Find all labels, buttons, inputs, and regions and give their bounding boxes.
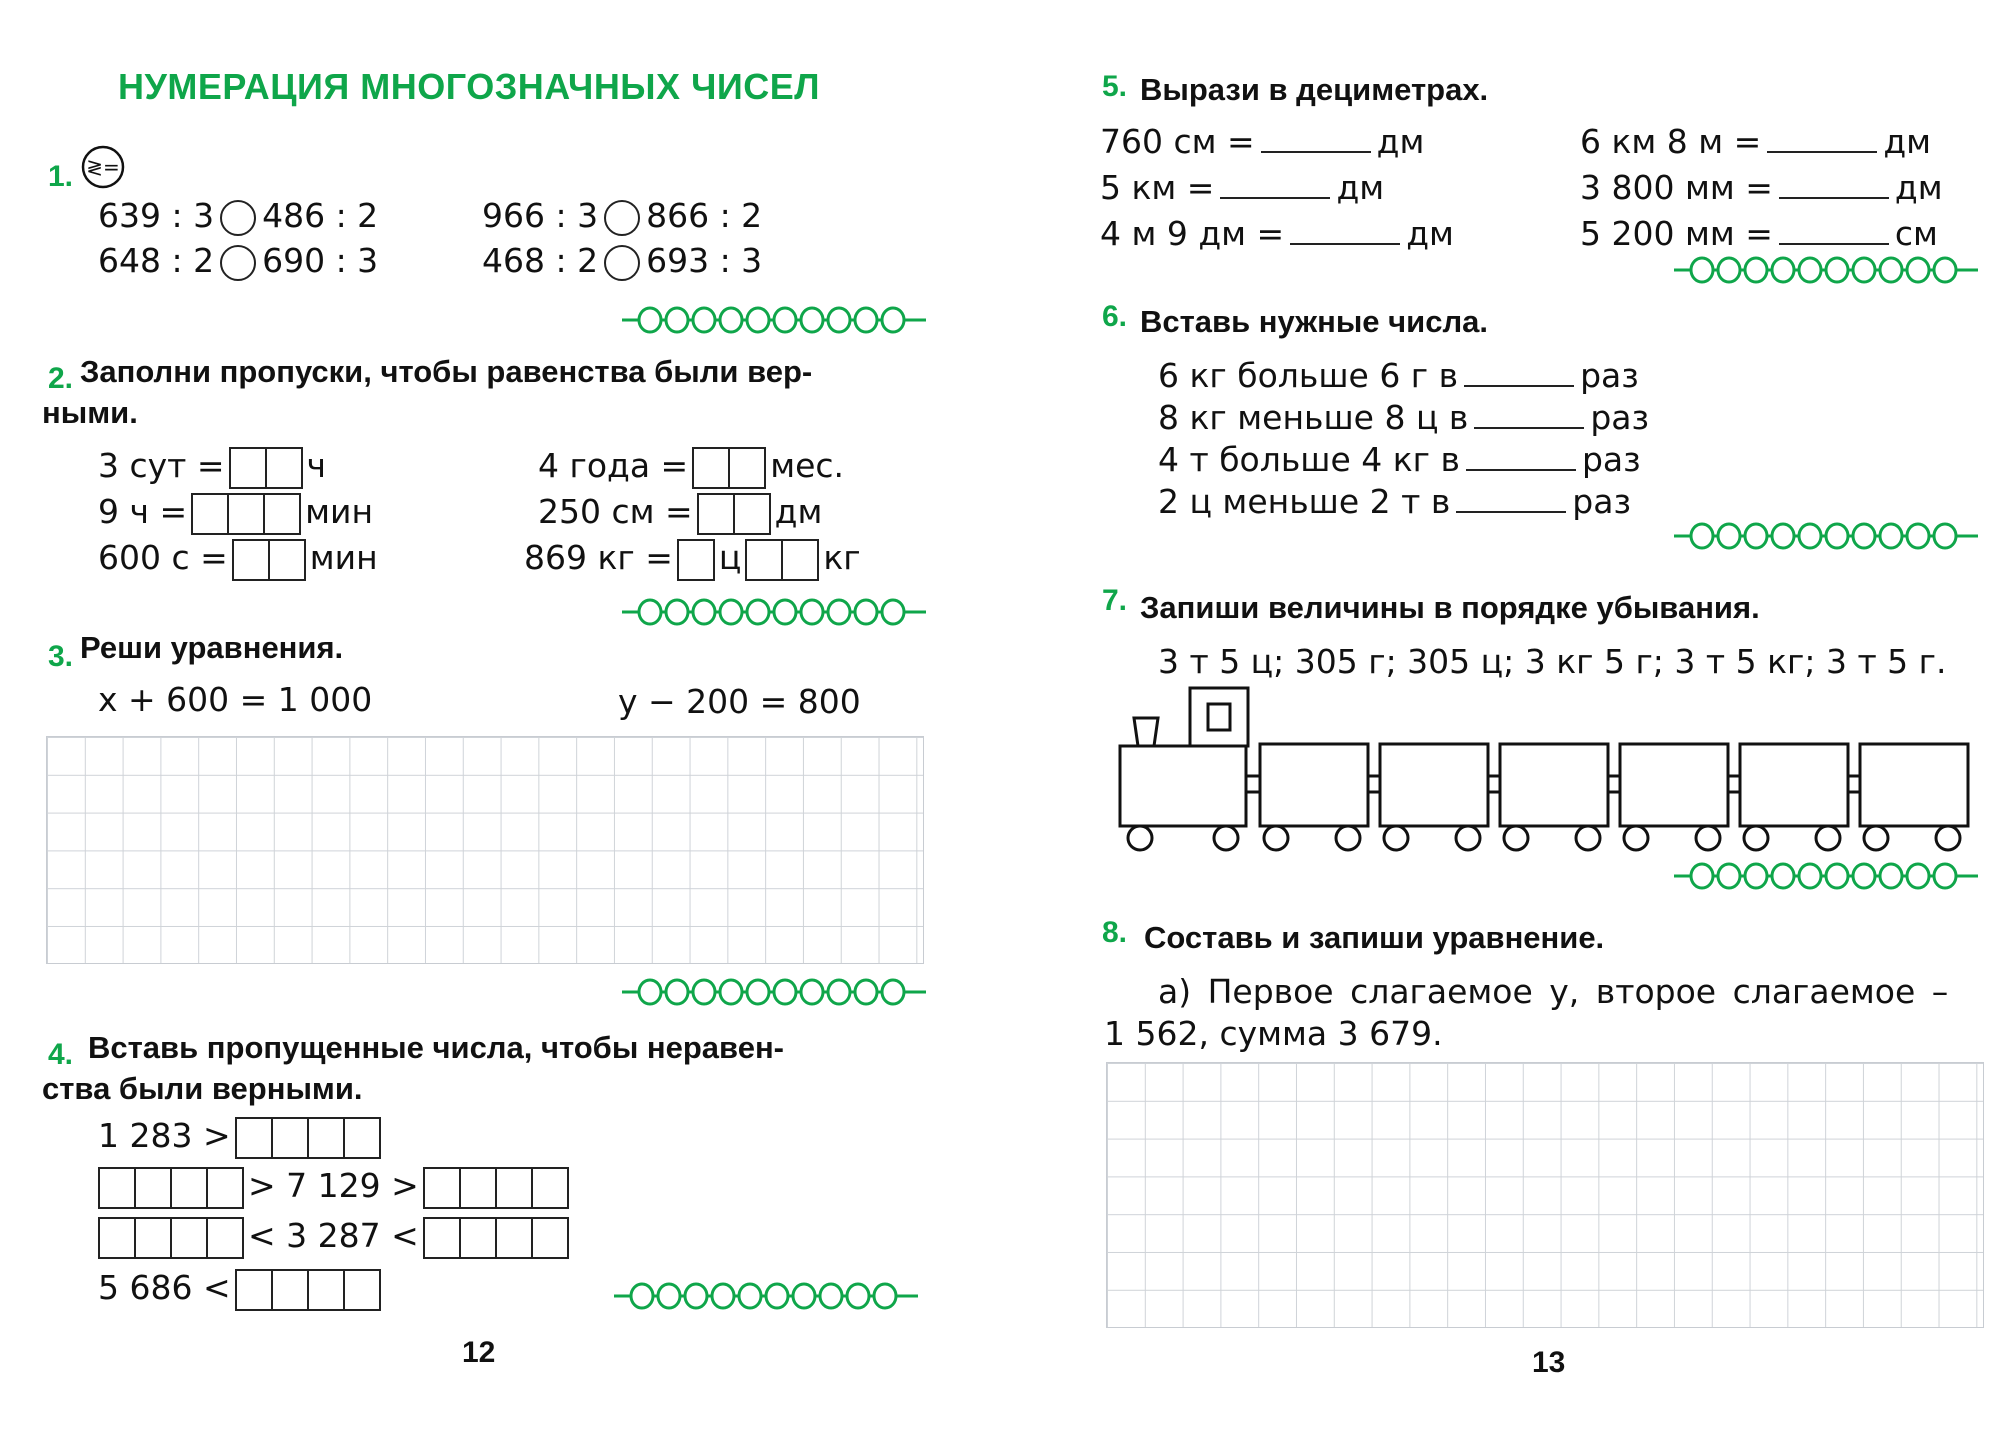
task4-title-2: ства были верными. (42, 1071, 363, 1106)
unit: мес. (770, 446, 845, 485)
task4-row3 (94, 1216, 573, 1259)
answer-cells[interactable] (423, 1217, 569, 1259)
task5-left-row3 (1100, 214, 1454, 253)
chain-link (882, 308, 904, 332)
unit: ц (718, 538, 742, 577)
answer-grid[interactable] (1106, 1062, 1984, 1328)
progress-chain-icon (1672, 860, 1982, 892)
answer-cells[interactable] (677, 539, 715, 581)
expr: 693 : 3 (646, 241, 763, 280)
chain-link (855, 980, 877, 1004)
chain-link (1799, 258, 1821, 282)
answer-cells[interactable] (235, 1117, 381, 1159)
text: 5 км = (1100, 168, 1215, 207)
compare-symbol-icon (80, 144, 126, 194)
chain-link (693, 308, 715, 332)
task2-row2-right (538, 492, 822, 535)
answer-blank[interactable] (1779, 171, 1889, 199)
task4-row1 (98, 1116, 385, 1159)
chain-link (1772, 258, 1794, 282)
chain-link (685, 1284, 707, 1308)
task5-title: Вырази в дециметрах. (1140, 72, 1489, 107)
chain-link (739, 1284, 761, 1308)
answer-cells[interactable] (692, 447, 766, 489)
task1-row2-left (98, 241, 378, 281)
chain-link (874, 1284, 896, 1308)
expr: 648 : 2 (98, 241, 215, 280)
chain-link (766, 1284, 788, 1308)
task1-row2-right (482, 241, 762, 281)
chain-link (1691, 864, 1713, 888)
chain-link (1934, 524, 1956, 548)
task6-row1 (1158, 356, 1639, 395)
chain-link (1826, 524, 1848, 548)
progress-chain-icon (1672, 254, 1982, 286)
task1-number: 1. (48, 160, 74, 193)
unit: мин (309, 538, 378, 577)
chain-link (747, 980, 769, 1004)
chain-link (639, 308, 661, 332)
task2-row2-left (98, 492, 373, 535)
task5-number: 5. (1102, 70, 1128, 103)
chain-link (1907, 524, 1929, 548)
chain-link (828, 600, 850, 624)
chain-link (1772, 524, 1794, 548)
chain-link (666, 980, 688, 1004)
answer-cells[interactable] (235, 1269, 381, 1311)
progress-chain-icon (620, 596, 930, 628)
compare-circle[interactable] (604, 200, 640, 236)
chain-link (828, 980, 850, 1004)
chain-link (720, 308, 742, 332)
chain-link (1718, 258, 1740, 282)
chain-link (631, 1284, 653, 1308)
chain-link (1880, 524, 1902, 548)
answer-blank[interactable] (1456, 485, 1566, 513)
text: 9 ч = (98, 492, 188, 531)
task2-row3-right (524, 538, 861, 581)
task5-right-row3 (1580, 214, 1938, 253)
text: 4 м 9 дм = (1100, 214, 1285, 253)
chain-link (1745, 524, 1767, 548)
chain-link (774, 980, 796, 1004)
answer-blank[interactable] (1466, 443, 1576, 471)
chain-link (720, 980, 742, 1004)
task8-line1: а) Первое слагаемое y, второе слагаемое – (1158, 972, 1949, 1011)
chain-link (658, 1284, 680, 1308)
unit: дм (1894, 168, 1943, 207)
answer-blank[interactable] (1474, 401, 1584, 429)
text: 5 686 < (98, 1268, 231, 1307)
task2-title-2: ными. (42, 395, 138, 430)
text: 760 см = (1100, 122, 1255, 161)
answer-blank[interactable] (1261, 125, 1371, 153)
expr: 468 : 2 (482, 241, 599, 280)
text: 3 сут = (98, 446, 225, 485)
text: 3 800 мм = (1580, 168, 1773, 207)
text: 1 283 > (98, 1116, 231, 1155)
unit: мин (305, 492, 374, 531)
unit: дм (1406, 214, 1454, 253)
chain-link (820, 1284, 842, 1308)
unit: дм (1336, 168, 1385, 207)
text: 4 т больше 4 кг в (1158, 440, 1460, 479)
text: раз (1590, 398, 1650, 437)
text: раз (1581, 440, 1641, 479)
text: раз (1572, 482, 1632, 521)
expr: 866 : 2 (646, 196, 763, 235)
task6-row4 (1158, 482, 1631, 521)
compare-circle[interactable] (220, 245, 256, 281)
text: > 7 129 > (248, 1166, 419, 1205)
text: 5 200 мм = (1580, 214, 1773, 253)
task8-title: Составь и запиши уравнение. (1144, 920, 1605, 955)
text: < 3 287 < (248, 1216, 419, 1255)
answer-cells[interactable] (98, 1217, 244, 1259)
chain-link (1718, 524, 1740, 548)
task5-right-row1 (1580, 122, 1931, 161)
task3-number: 3. (48, 640, 74, 673)
answer-cells[interactable] (229, 447, 303, 489)
task2-row1-left (98, 446, 326, 489)
chain-link (801, 980, 823, 1004)
equation-1: x + 600 = 1 000 (98, 680, 373, 719)
chain-link (639, 980, 661, 1004)
chain-link (747, 600, 769, 624)
chain-link (1745, 258, 1767, 282)
chain-link (801, 600, 823, 624)
task5-left-row2 (1100, 168, 1384, 207)
task4-number: 4. (48, 1038, 74, 1071)
text: 6 км 8 м = (1580, 122, 1762, 161)
text: 2 ц меньше 2 т в (1158, 482, 1451, 521)
equation-2: y − 200 = 800 (618, 682, 861, 721)
text: раз (1580, 356, 1639, 395)
text: 6 кг больше 6 г в (1158, 356, 1459, 395)
chain-link (1907, 258, 1929, 282)
chain-link (1853, 258, 1875, 282)
unit: ч (306, 446, 327, 485)
task4-title-1: Вставь пропущенные числа, чтобы неравен- (88, 1030, 784, 1065)
chain-link (666, 308, 688, 332)
answer-blank[interactable] (1767, 125, 1877, 153)
task1-row1-left (98, 196, 378, 236)
task2-row3-left (98, 538, 378, 581)
task3-title: Реши уравнения. (80, 630, 344, 665)
text: 4 года = (538, 446, 689, 485)
answer-cells[interactable] (423, 1167, 569, 1209)
task5-right-row2 (1580, 168, 1943, 207)
compare-circle[interactable] (220, 200, 256, 236)
text: 250 см = (538, 492, 693, 531)
chain-link (1853, 524, 1875, 548)
chain-link (1718, 864, 1740, 888)
answer-cells[interactable] (745, 539, 819, 581)
answer-cells[interactable] (697, 493, 771, 535)
answer-cells[interactable] (191, 493, 301, 535)
chain-link (882, 980, 904, 1004)
text: 869 кг = (524, 538, 673, 577)
chain-link (1691, 258, 1713, 282)
unit: дм (774, 492, 823, 531)
task2-row1-right (538, 446, 844, 489)
chain-link (1826, 258, 1848, 282)
page-number-left: 12 (462, 1336, 496, 1369)
chain-link (693, 600, 715, 624)
chain-link (774, 600, 796, 624)
task7-values: 3 т 5 ц; 305 г; 305 ц; 3 кг 5 г; 3 т 5 кг; 3 т 5 г. (1158, 642, 1947, 681)
chain-link (1934, 258, 1956, 282)
task2-number: 2. (48, 362, 74, 395)
progress-chain-icon (620, 976, 930, 1008)
progress-chain-icon (612, 1280, 922, 1312)
chain-link (882, 600, 904, 624)
task2-title-1: Заполни пропуски, чтобы равенства были вер- (80, 354, 813, 389)
answer-blank[interactable] (1779, 217, 1889, 245)
task7-title: Запиши величины в порядке убывания. (1140, 590, 1760, 625)
chain-link (747, 308, 769, 332)
task4-row4 (98, 1268, 385, 1311)
answer-cells[interactable] (232, 539, 306, 581)
progress-chain-icon (1672, 520, 1982, 552)
text: 8 кг меньше 8 ц в (1158, 398, 1469, 437)
compare-symbol-text: ≷= (86, 155, 120, 179)
task6-title: Вставь нужные числа. (1140, 304, 1488, 339)
chain-link (855, 308, 877, 332)
answer-cells[interactable] (98, 1167, 244, 1209)
chain-link (1799, 864, 1821, 888)
chain-link (693, 980, 715, 1004)
task6-row3 (1158, 440, 1641, 479)
chain-link (1880, 258, 1902, 282)
task6-row2 (1158, 398, 1649, 437)
chain-link (1934, 864, 1956, 888)
page-number-right: 13 (1532, 1346, 1566, 1379)
expr: 639 : 3 (98, 196, 215, 235)
task8-number: 8. (1102, 916, 1128, 949)
unit: дм (1376, 122, 1425, 161)
chain-link (1907, 864, 1929, 888)
train-illustration (1100, 682, 1980, 860)
chain-link (720, 600, 742, 624)
text: 600 с = (98, 538, 228, 577)
chain-link (1772, 864, 1794, 888)
unit: см (1894, 214, 1938, 253)
progress-chain-icon (620, 304, 930, 336)
chain-link (1691, 524, 1713, 548)
chain-link (847, 1284, 869, 1308)
chain-link (712, 1284, 734, 1308)
chain-link (1799, 524, 1821, 548)
chain-link (1853, 864, 1875, 888)
chain-link (801, 308, 823, 332)
unit: дм (1883, 122, 1932, 161)
answer-blank[interactable] (1220, 171, 1330, 199)
chain-link (1880, 864, 1902, 888)
task4-row2 (94, 1166, 573, 1209)
page-title: НУМЕРАЦИЯ МНОГОЗНАЧНЫХ ЧИСЕЛ (118, 66, 821, 107)
task5-left-row1 (1100, 122, 1424, 161)
task6-number: 6. (1102, 300, 1128, 333)
answer-blank[interactable] (1464, 359, 1574, 387)
expr: 966 : 3 (482, 196, 599, 235)
chain-link (639, 600, 661, 624)
task7-number: 7. (1102, 584, 1128, 617)
answer-grid[interactable] (46, 736, 924, 964)
chain-link (793, 1284, 815, 1308)
unit: кг (823, 538, 861, 577)
expr: 486 : 2 (262, 196, 379, 235)
expr: 690 : 3 (262, 241, 379, 280)
chain-link (1745, 864, 1767, 888)
answer-blank[interactable] (1290, 217, 1400, 245)
chain-link (1826, 864, 1848, 888)
task8-line2: 1 562, сумма 3 679. (1104, 1014, 1443, 1053)
task1-row1-right (482, 196, 762, 236)
chain-link (666, 600, 688, 624)
compare-circle[interactable] (604, 245, 640, 281)
chain-link (828, 308, 850, 332)
chain-link (855, 600, 877, 624)
chain-link (774, 308, 796, 332)
